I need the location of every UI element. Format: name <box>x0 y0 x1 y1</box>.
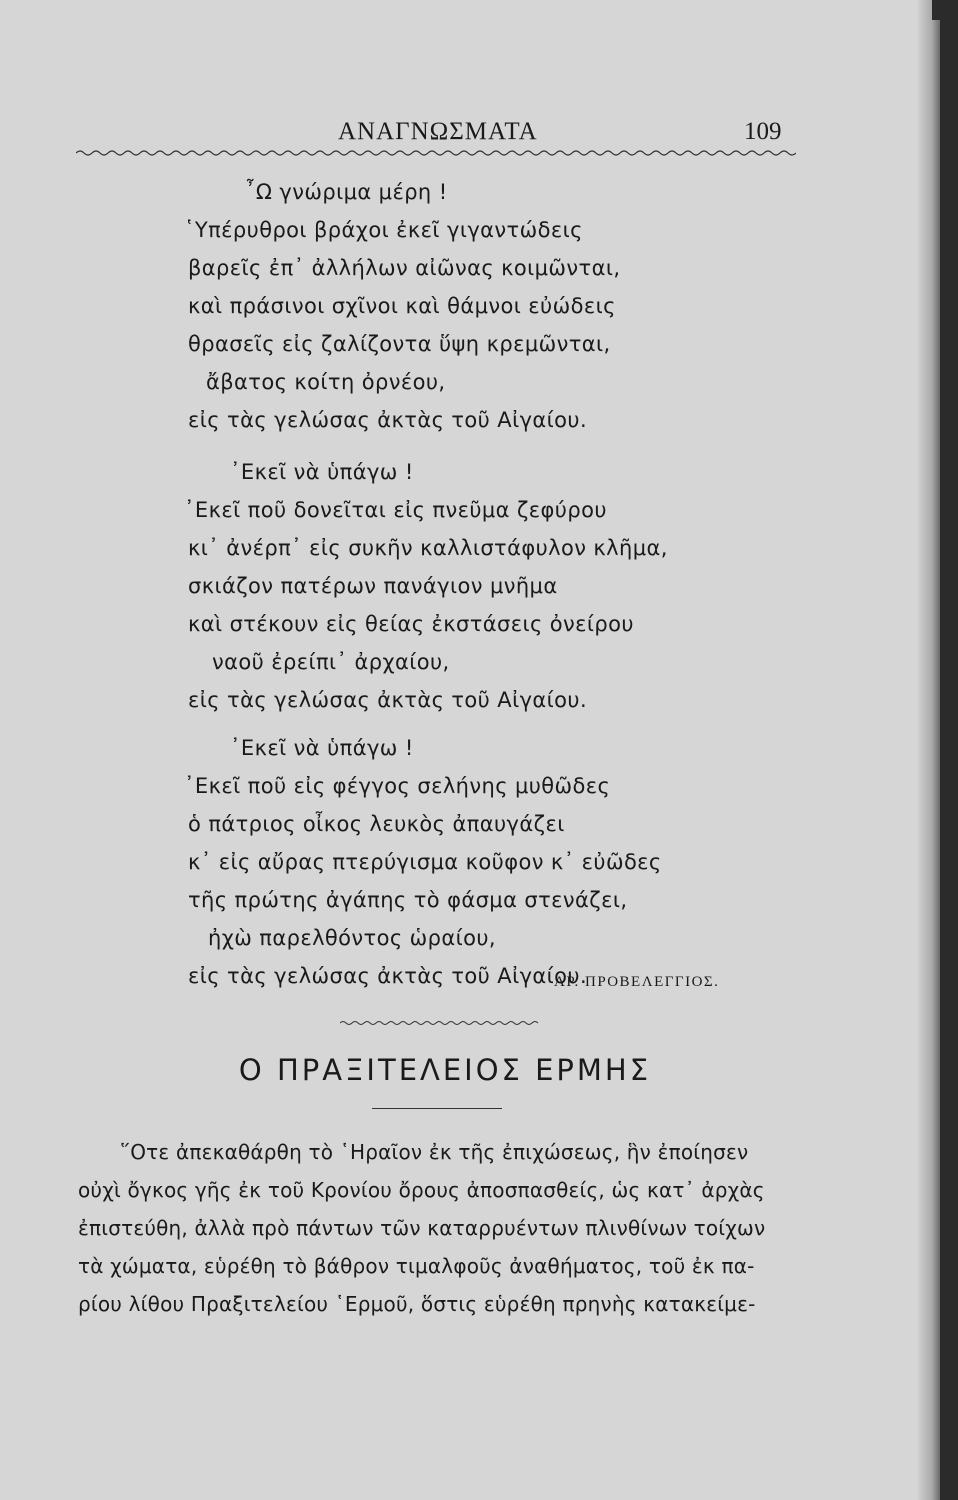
poem-line: σκιάζον πατέρων πανάγιον μνῆμα <box>188 574 558 598</box>
header-wavy-rule <box>76 147 796 159</box>
page-edge-shading <box>918 0 932 1500</box>
article-line: ῞Οτε ἀπεκαθάρθη τὸ ῾Ηραῖον ἐκ τῆς ἐπιχώσεως, ἣν ἐποίησεν <box>120 1140 749 1164</box>
poem-line: ᾿Εκεῖ ποῦ δονεῖται εἰς πνεῦμα ζεφύρου <box>184 498 607 522</box>
poem-line: τῆς πρώτης ἀγάπης τὸ φάσμα στενάζει, <box>188 888 628 912</box>
poem-line: θρασεῖς εἰς ζαλίζοντα ὕψη κρεμῶνται, <box>188 332 611 356</box>
poem-line: καὶ πράσινοι σχῖνοι καὶ θάμνοι εὐώδεις <box>188 294 616 318</box>
poem-line: ὁ πάτριος οἶκος λευκὸς ἀπαυγάζει <box>188 812 565 836</box>
poem-line: ῾Υπέρυθροι βράχοι ἐκεῖ γιγαντώδεις <box>184 218 583 242</box>
running-title: ΑΝΑΓΝΩΣΜΑΤΑ <box>338 118 538 145</box>
title-underline <box>372 1108 502 1109</box>
poem-line: ᾿Εκεῖ νὰ ὑπάγω ! <box>230 460 414 484</box>
poem-line: ἄβατος κοίτη ὀρνέου, <box>206 370 446 394</box>
poem-line: κι᾽ ἀνέρπ᾽ εἰς συκῆν καλλιστάφυλον κλῆμα, <box>188 536 668 560</box>
poem-line: ναοῦ ἐρείπι᾽ ἀρχαίου, <box>212 650 450 674</box>
article-line: ἐπιστεύθη, ἀλλὰ πρὸ πάντων τῶν καταρρυέντων πλινθίνων τοίχων <box>78 1216 766 1240</box>
article-line: ρίου λίθου Πραξιτελείου ῾Ερμοῦ, ὅστις εὑρέθη πρηνὴς κατακείμε- <box>78 1292 756 1316</box>
poem-author: ΑΡ. ΠΡΟΒΕΛΕΓΓΙΟΣ. <box>554 974 720 990</box>
poem-line: ᾿Εκεῖ νὰ ὑπάγω ! <box>230 736 414 760</box>
poem-line: εἰς τὰς γελώσας ἀκτὰς τοῦ Αἰγαίου. <box>188 964 588 988</box>
poem-line: εἰς τὰς γελώσας ἀκτὰς τοῦ Αἰγαίου. <box>188 408 588 432</box>
article-line: οὐχὶ ὄγκος γῆς ἐκ τοῦ Κρονίου ὄρους ἀποσπασθείς, ὡς κατ᾽ ἀρχὰς <box>78 1178 765 1202</box>
poem-line: ᾿Εκεῖ ποῦ εἰς φέγγος σελήνης μυθῶδες <box>184 774 611 798</box>
poem-line: ἠχὼ παρελθόντος ὡραίου, <box>208 926 496 950</box>
poem-line: καὶ στέκουν εἰς θείας ἐκστάσεις ὀνείρου <box>188 612 634 636</box>
running-head <box>0 118 932 150</box>
section-divider-rule <box>340 1018 540 1028</box>
article-line: τὰ χώματα, εὑρέθη τὸ βάθρον τιμαλφοῦς ἀναθήματος, τοῦ ἐκ πα- <box>78 1254 755 1278</box>
poem-line: εἰς τὰς γελώσας ἀκτὰς τοῦ Αἰγαίου. <box>188 688 588 712</box>
poem-line: βαρεῖς ἐπ᾽ ἀλλήλων αἰῶνας κοιμῶνται, <box>188 256 621 280</box>
poem-line: ῏Ω γνώριμα μέρη ! <box>245 180 448 204</box>
article-title: Ο ΠΡΑΞΙΤΕΛΕΙΟΣ ΕΡΜΗΣ <box>238 1053 652 1087</box>
page-number: 109 <box>744 118 782 145</box>
poem-line: κ᾽ εἰς αὔρας πτερύγισμα κοῦφον κ᾽ εὐῶδες <box>188 850 662 874</box>
